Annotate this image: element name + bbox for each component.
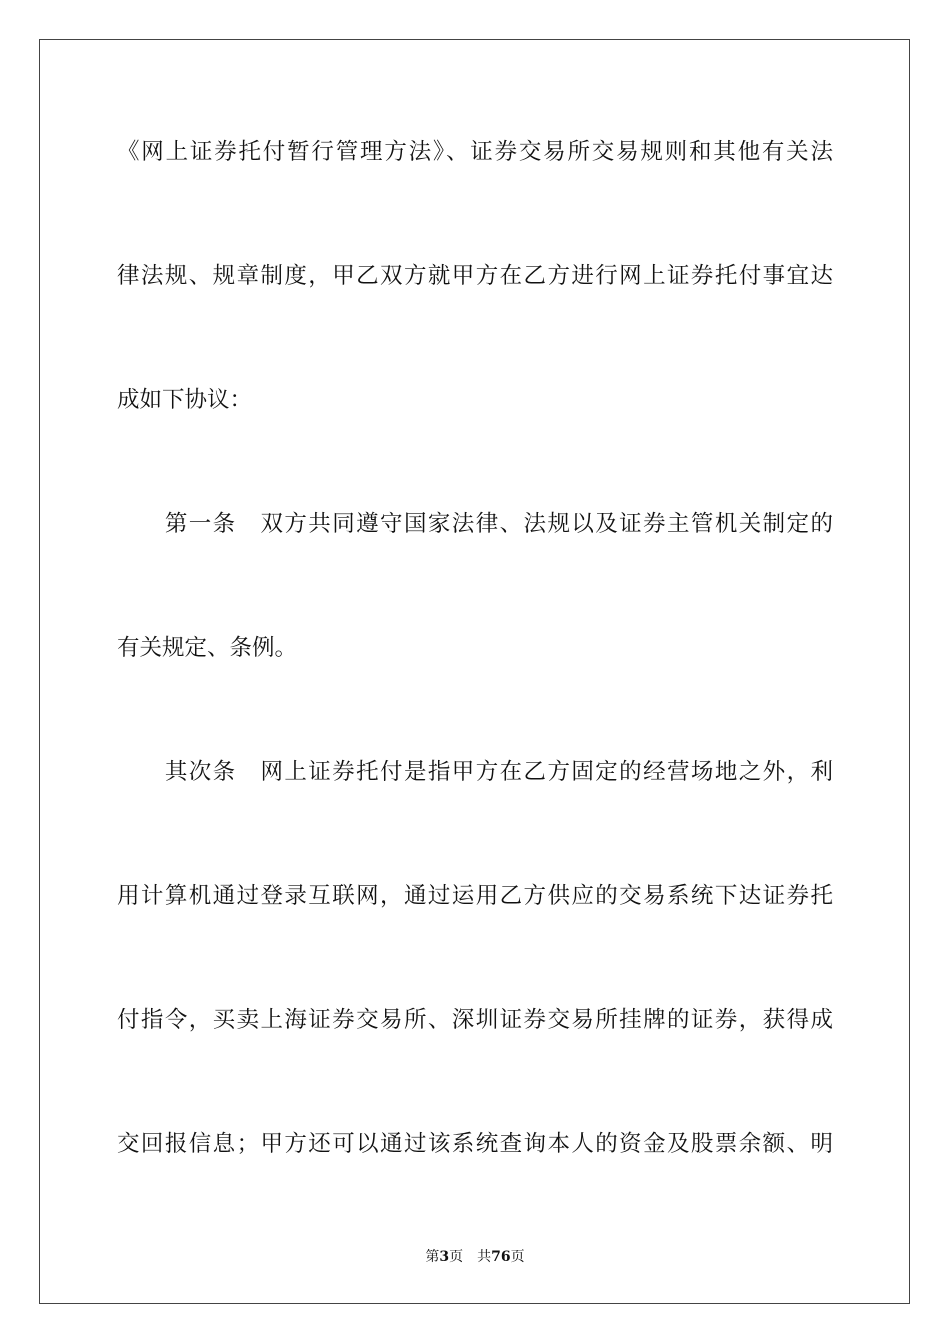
body-line-7: 用计算机通过登录互联网，通过运用乙方供应的交易系统下达证券托: [117, 883, 833, 909]
body-line-9: 交回报信息；甲方还可以通过该系统查询本人的资金及股票余额、明: [117, 1131, 833, 1157]
footer-page-prefix: 第: [425, 1249, 440, 1265]
body-line-5: 有关规定、条例。: [117, 635, 298, 661]
page-footer: [0, 1248, 950, 1266]
footer-total-suffix: 页: [510, 1249, 525, 1265]
footer-total-prefix: 共: [477, 1249, 492, 1265]
body-line-3: 成如下协议：: [117, 387, 253, 413]
page-border: [39, 39, 910, 1304]
body-line-2: 律法规、规章制度，甲乙双方就甲方在乙方进行网上证券托付事宜达: [117, 263, 833, 289]
body-line-6-article-two: 其次条 网上证券托付是指甲方在乙方固定的经营场地之外，利: [117, 759, 833, 785]
body-line-8: 付指令，买卖上海证券交易所、深圳证券交易所挂牌的证券，获得成: [117, 1007, 833, 1033]
footer-page-suffix: 页: [449, 1249, 464, 1265]
body-line-1: 《网上证券托付暂行管理方法》、证券交易所交易规则和其他有关法: [117, 139, 833, 165]
footer-page-number: 3: [439, 1249, 450, 1265]
body-line-4-article-one: 第一条 双方共同遵守国家法律、法规以及证券主管机关制定的: [117, 511, 833, 537]
footer-total-number: 76: [491, 1249, 511, 1265]
